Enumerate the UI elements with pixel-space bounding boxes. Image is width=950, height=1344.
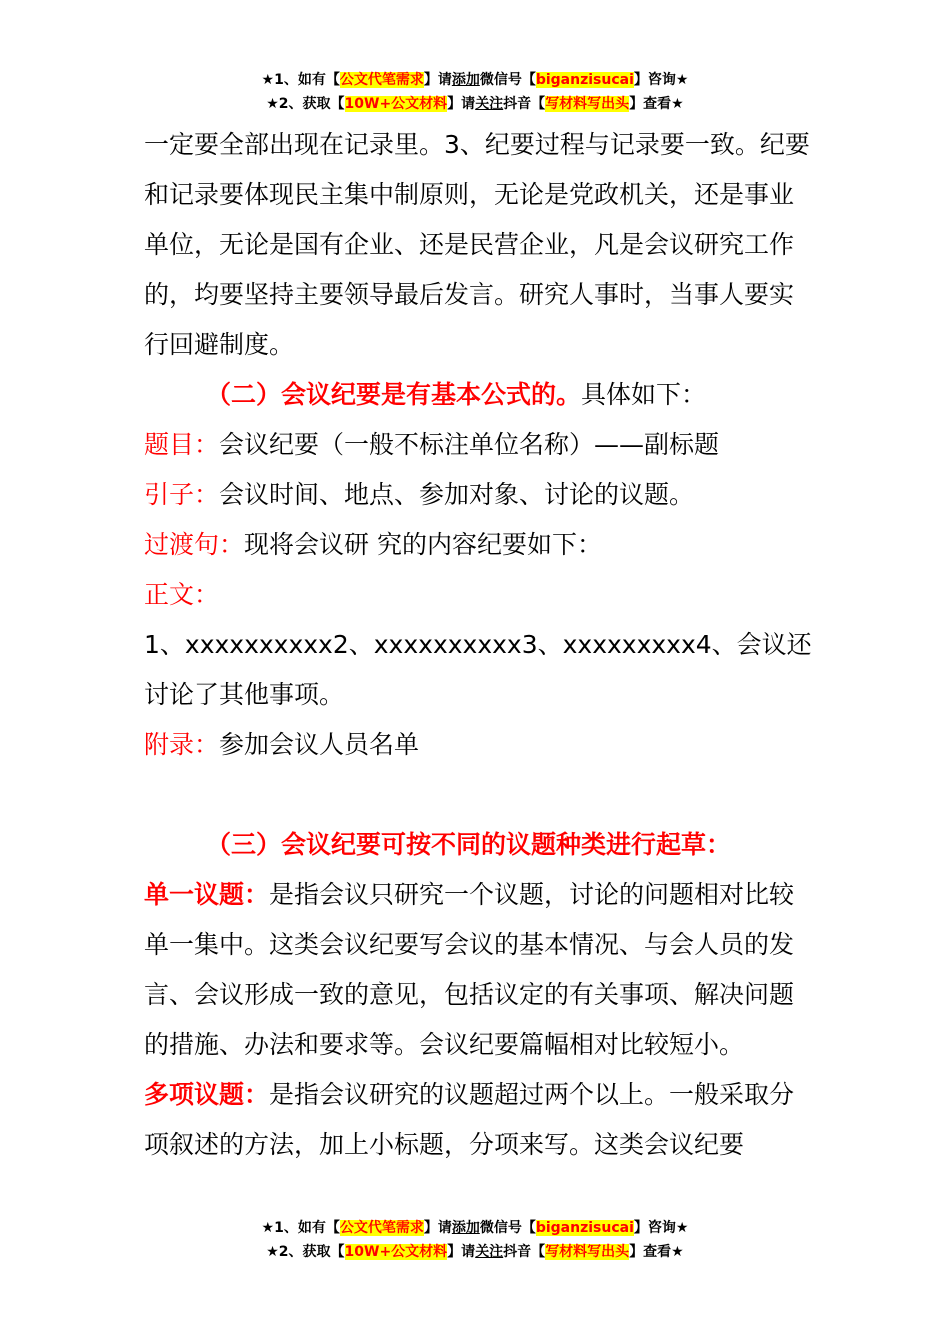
banner-line-2: ★2、获取【10W+公文材料】请关注抖音【写材料写出头】查看★	[266, 96, 684, 112]
formula-appendix: 附录：参加会议人员名单	[144, 730, 420, 759]
header-banner	[0, 68, 950, 116]
formula-title: 题目：会议纪要（一般不标注单位名称）——副标题	[144, 430, 720, 459]
formula-transition: 过渡句：现将会议研 究的内容纪要如下：	[144, 530, 602, 559]
banner-line-1: ★1、如有【公文代笔需求】请添加微信号【biganzisucai】咨询★	[261, 72, 689, 88]
highlight-materials: 10W+公文材料	[344, 96, 448, 112]
banner-line-2: ★2、获取【10W+公文材料】请关注抖音【写材料写出头】查看★	[266, 1244, 684, 1260]
highlight-writing-service: 公文代笔需求	[339, 1220, 424, 1236]
footer-banner	[0, 1216, 950, 1264]
banner-line-1: ★1、如有【公文代笔需求】请添加微信号【biganzisucai】咨询★	[261, 1220, 689, 1236]
spacer	[144, 770, 814, 820]
highlight-materials: 10W+公文材料	[344, 1244, 448, 1260]
single-topic-paragraph: 单一议题：是指会议只研究一个议题，讨论的问题相对比较单一集中。这类会议纪要写会议的基本情况、与会人员的发言、会议形成一致的意见，包括议定的有关事项、解决问题的措施、办法和要求等。会议纪要篇幅相对比较短小。	[144, 880, 795, 1059]
formula-lead: 引子：会议时间、地点、参加对象、讨论的议题。	[144, 480, 695, 509]
highlight-writing-service: 公文代笔需求	[339, 72, 424, 88]
wechat-id: biganzisucai	[535, 72, 634, 88]
section-3-heading: （三）会议纪要可按不同的议题种类进行起草：	[206, 830, 732, 859]
document-body	[144, 120, 814, 1170]
douyin-account: 写材料写出头	[545, 96, 630, 112]
section-2-heading: （二）会议纪要是有基本公式的。具体如下：	[206, 380, 707, 409]
body-items: 1、xxxxxxxxxx2、xxxxxxxxxx3、xxxxxxxxx4、会议还讨论了其他事项。	[144, 630, 812, 709]
paragraph-intro: 一定要全部出现在记录里。3、纪要过程与记录要一致。纪要和记录要体现民主集中制原则，无论是党政机关，还是事业单位，无论是国有企业、还是民营企业，凡是会议研究工作的，均要坚持主要领导最后发言。研究人事时，当事人要实行回避制度。	[144, 130, 810, 359]
formula-body: 正文：	[144, 580, 220, 609]
multi-topic-paragraph: 多项议题：是指会议研究的议题超过两个以上。一般采取分项叙述的方法，加上小标题，分项来写。这类会议纪要	[144, 1080, 795, 1159]
douyin-account: 写材料写出头	[545, 1244, 630, 1260]
wechat-id: biganzisucai	[535, 1220, 634, 1236]
